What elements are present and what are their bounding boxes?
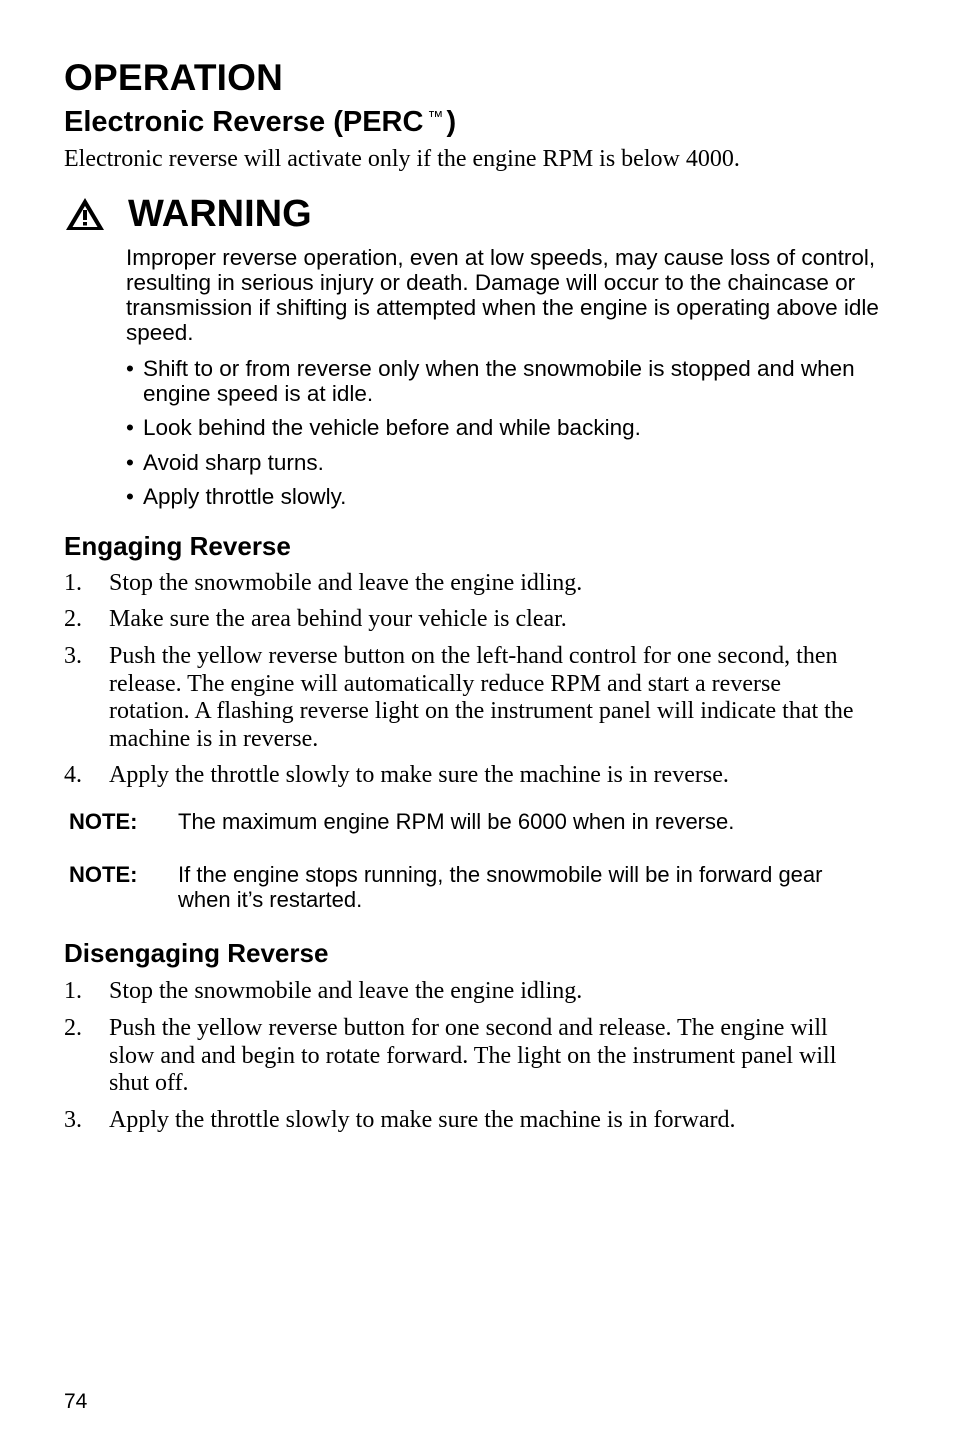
intro-paragraph: Electronic reverse will activate only if the engine RPM is below 4000. — [64, 146, 740, 172]
list-item — [64, 978, 864, 1006]
disengaging-reverse-heading: Disengaging Reverse — [64, 938, 329, 968]
trademark-symbol: ™ — [427, 109, 444, 126]
note-block — [69, 862, 869, 912]
warning-bullet-item: • Look behind the vehicle before and while backing. — [126, 415, 903, 440]
note-label: NOTE: — [69, 809, 138, 834]
list-item — [64, 762, 864, 790]
section-title: OPERATION — [64, 57, 284, 98]
note-text: The maximum engine RPM will be 6000 when in reverse. — [178, 809, 735, 834]
warning-bullet-item: • Avoid sharp turns. — [126, 450, 903, 475]
note-block — [69, 809, 869, 834]
step-number: 1. — [64, 978, 82, 1004]
step-text: Apply the throttle slowly to make sure the machine is in reverse. — [109, 762, 729, 788]
step-text: Push the yellow reverse button for one second and release. The engine will slow and and begin to rotate forward. The light on the instrument panel will shut off. — [109, 1015, 837, 1096]
step-number: 2. — [64, 606, 82, 632]
note-label: NOTE: — [69, 862, 138, 887]
warning-triangle-icon — [64, 196, 106, 232]
list-item — [64, 606, 864, 634]
warning-label: WARNING — [128, 193, 312, 235]
step-number: 3. — [64, 643, 82, 669]
warning-body: Improper reverse operation, even at low speeds, may cause loss of control, resulting in serious injury or death. Damage will occur to the chaincase or transmission if shifting is attempted when the engine is operating above idle speed. — [126, 245, 879, 345]
note-text: If the engine stops running, the snowmobile will be in forward gear when it’s restarted. — [178, 862, 823, 912]
step-number: 2. — [64, 1015, 82, 1041]
subsection-title — [64, 100, 456, 140]
step-text: Stop the snowmobile and leave the engine idling. — [109, 570, 583, 596]
list-item — [64, 570, 864, 598]
step-number: 1. — [64, 570, 82, 596]
subsection-title-close: ) — [446, 106, 457, 138]
list-item — [64, 1015, 864, 1098]
page-number: 74 — [64, 1390, 88, 1413]
step-text: Make sure the area behind your vehicle is clear. — [109, 606, 567, 632]
engaging-reverse-heading: Engaging Reverse — [64, 531, 291, 561]
warning-header — [64, 190, 312, 238]
warning-bullet-item: • Apply throttle slowly. — [126, 484, 903, 509]
step-text: Push the yellow reverse button on the left-hand control for one second, then release. The engine will automatically reduce RPM and start a reverse rotation. A flashing reverse light on the instrument panel will indicate that the machine is in reverse. — [109, 643, 854, 752]
step-text: Stop the snowmobile and leave the engine idling. — [109, 978, 583, 1004]
warning-bullet-item: • Shift to or from reverse only when the snowmobile is stopped and when engine speed is at idle. — [126, 356, 903, 406]
step-number: 3. — [64, 1107, 82, 1133]
subsection-title-text: Electronic Reverse (PERC — [64, 106, 424, 138]
list-item — [64, 1107, 864, 1135]
list-item — [64, 643, 864, 753]
step-text: Apply the throttle slowly to make sure the machine is in forward. — [109, 1107, 736, 1133]
step-number: 4. — [64, 762, 82, 788]
